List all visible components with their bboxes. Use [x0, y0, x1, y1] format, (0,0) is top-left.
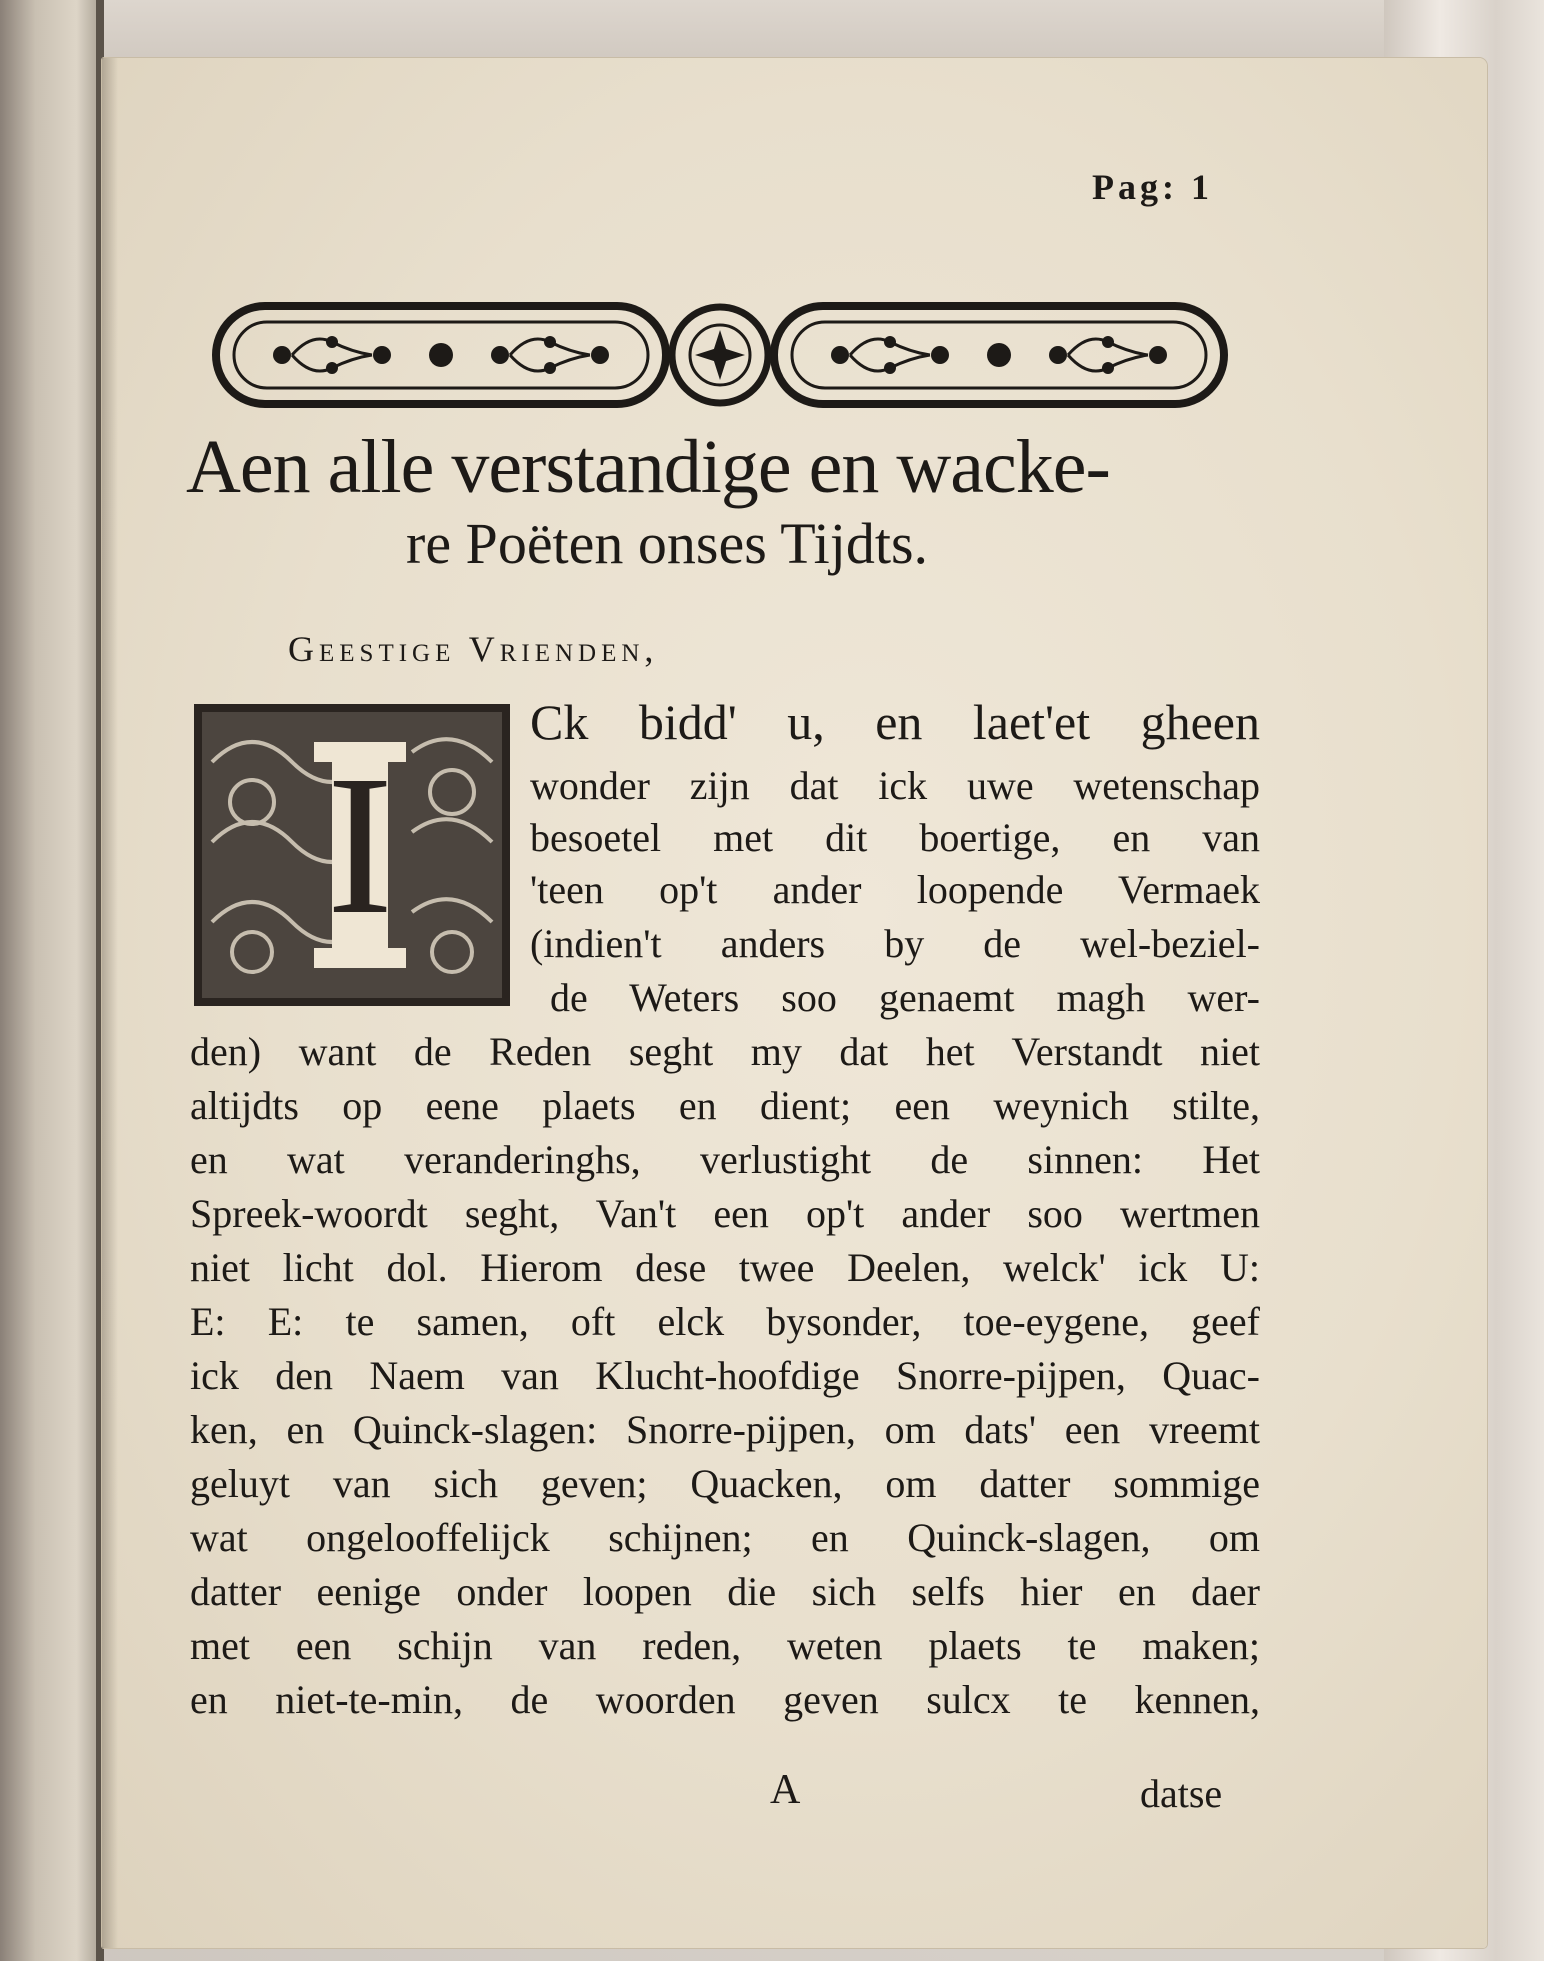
body-line: niet licht dol. Hierom dese twee Deelen, welck' ick U:: [190, 1245, 1260, 1290]
body-line: geluyt van sich geven; Quacken, om datter sommige: [190, 1461, 1260, 1506]
body-line: ken, en Quinck-slagen: Snorre-pijpen, om dats' een vreemt: [190, 1407, 1260, 1452]
body-line: 'teen op't ander loopende Vermaek: [530, 867, 1260, 912]
body-line: wonder zijn dat ick uwe wetenschap: [530, 763, 1260, 808]
salutation: Geestige Vrienden,: [288, 629, 659, 669]
body-line: datter eenige onder loopen die sich selfs hier en daer: [190, 1569, 1260, 1614]
body-line: Ck bidd' u, en laet'et gheen: [530, 694, 1260, 750]
catchword: datse: [1140, 1771, 1223, 1816]
body-line: den) want de Reden seght my dat het Verstandt niet: [190, 1029, 1260, 1074]
ornamental-headpiece: [212, 302, 1228, 408]
body-line: met een schijn van reden, weten plaets te maken;: [190, 1623, 1260, 1668]
left-page-edge: [0, 0, 102, 1961]
body-line: (indien't anders by de wel-beziel-: [530, 921, 1260, 966]
body-line: de Weters soo genaemt magh wer-: [550, 975, 1260, 1020]
body-line: en wat veranderinghs, verlustight de sinnen: Het: [190, 1137, 1260, 1182]
page-title-continued: re Poëten onses Tijdts.: [406, 511, 929, 576]
decorated-initial-letter: [192, 702, 512, 1008]
body-line: en niet-te-min, de woorden geven sulcx te kennen,: [190, 1677, 1260, 1722]
page-number: Pag: 1: [1092, 167, 1213, 207]
page-title: Aen alle verstandige en wacke-: [186, 425, 1110, 509]
signature-mark: A: [770, 1767, 801, 1813]
body-line: altijdts op eene plaets en dient; een weynich stilte,: [190, 1083, 1260, 1128]
body-line: wat ongelooffelijck schijnen; en Quinck-slagen, om: [190, 1515, 1260, 1560]
body-line: Spreek-woordt seght, Van't een op't ander soo wertmen: [190, 1191, 1260, 1236]
body-line: ick den Naem van Klucht-hoofdige Snorre-pijpen, Quac-: [190, 1353, 1260, 1398]
page-gutter-shadow: [102, 58, 118, 1948]
initial-letter-glyph: I: [326, 735, 394, 956]
body-line: besoetel met dit boertige, en van: [530, 815, 1260, 860]
body-line: E: E: te samen, oft elck bysonder, toe-eygene, geef: [190, 1299, 1260, 1344]
